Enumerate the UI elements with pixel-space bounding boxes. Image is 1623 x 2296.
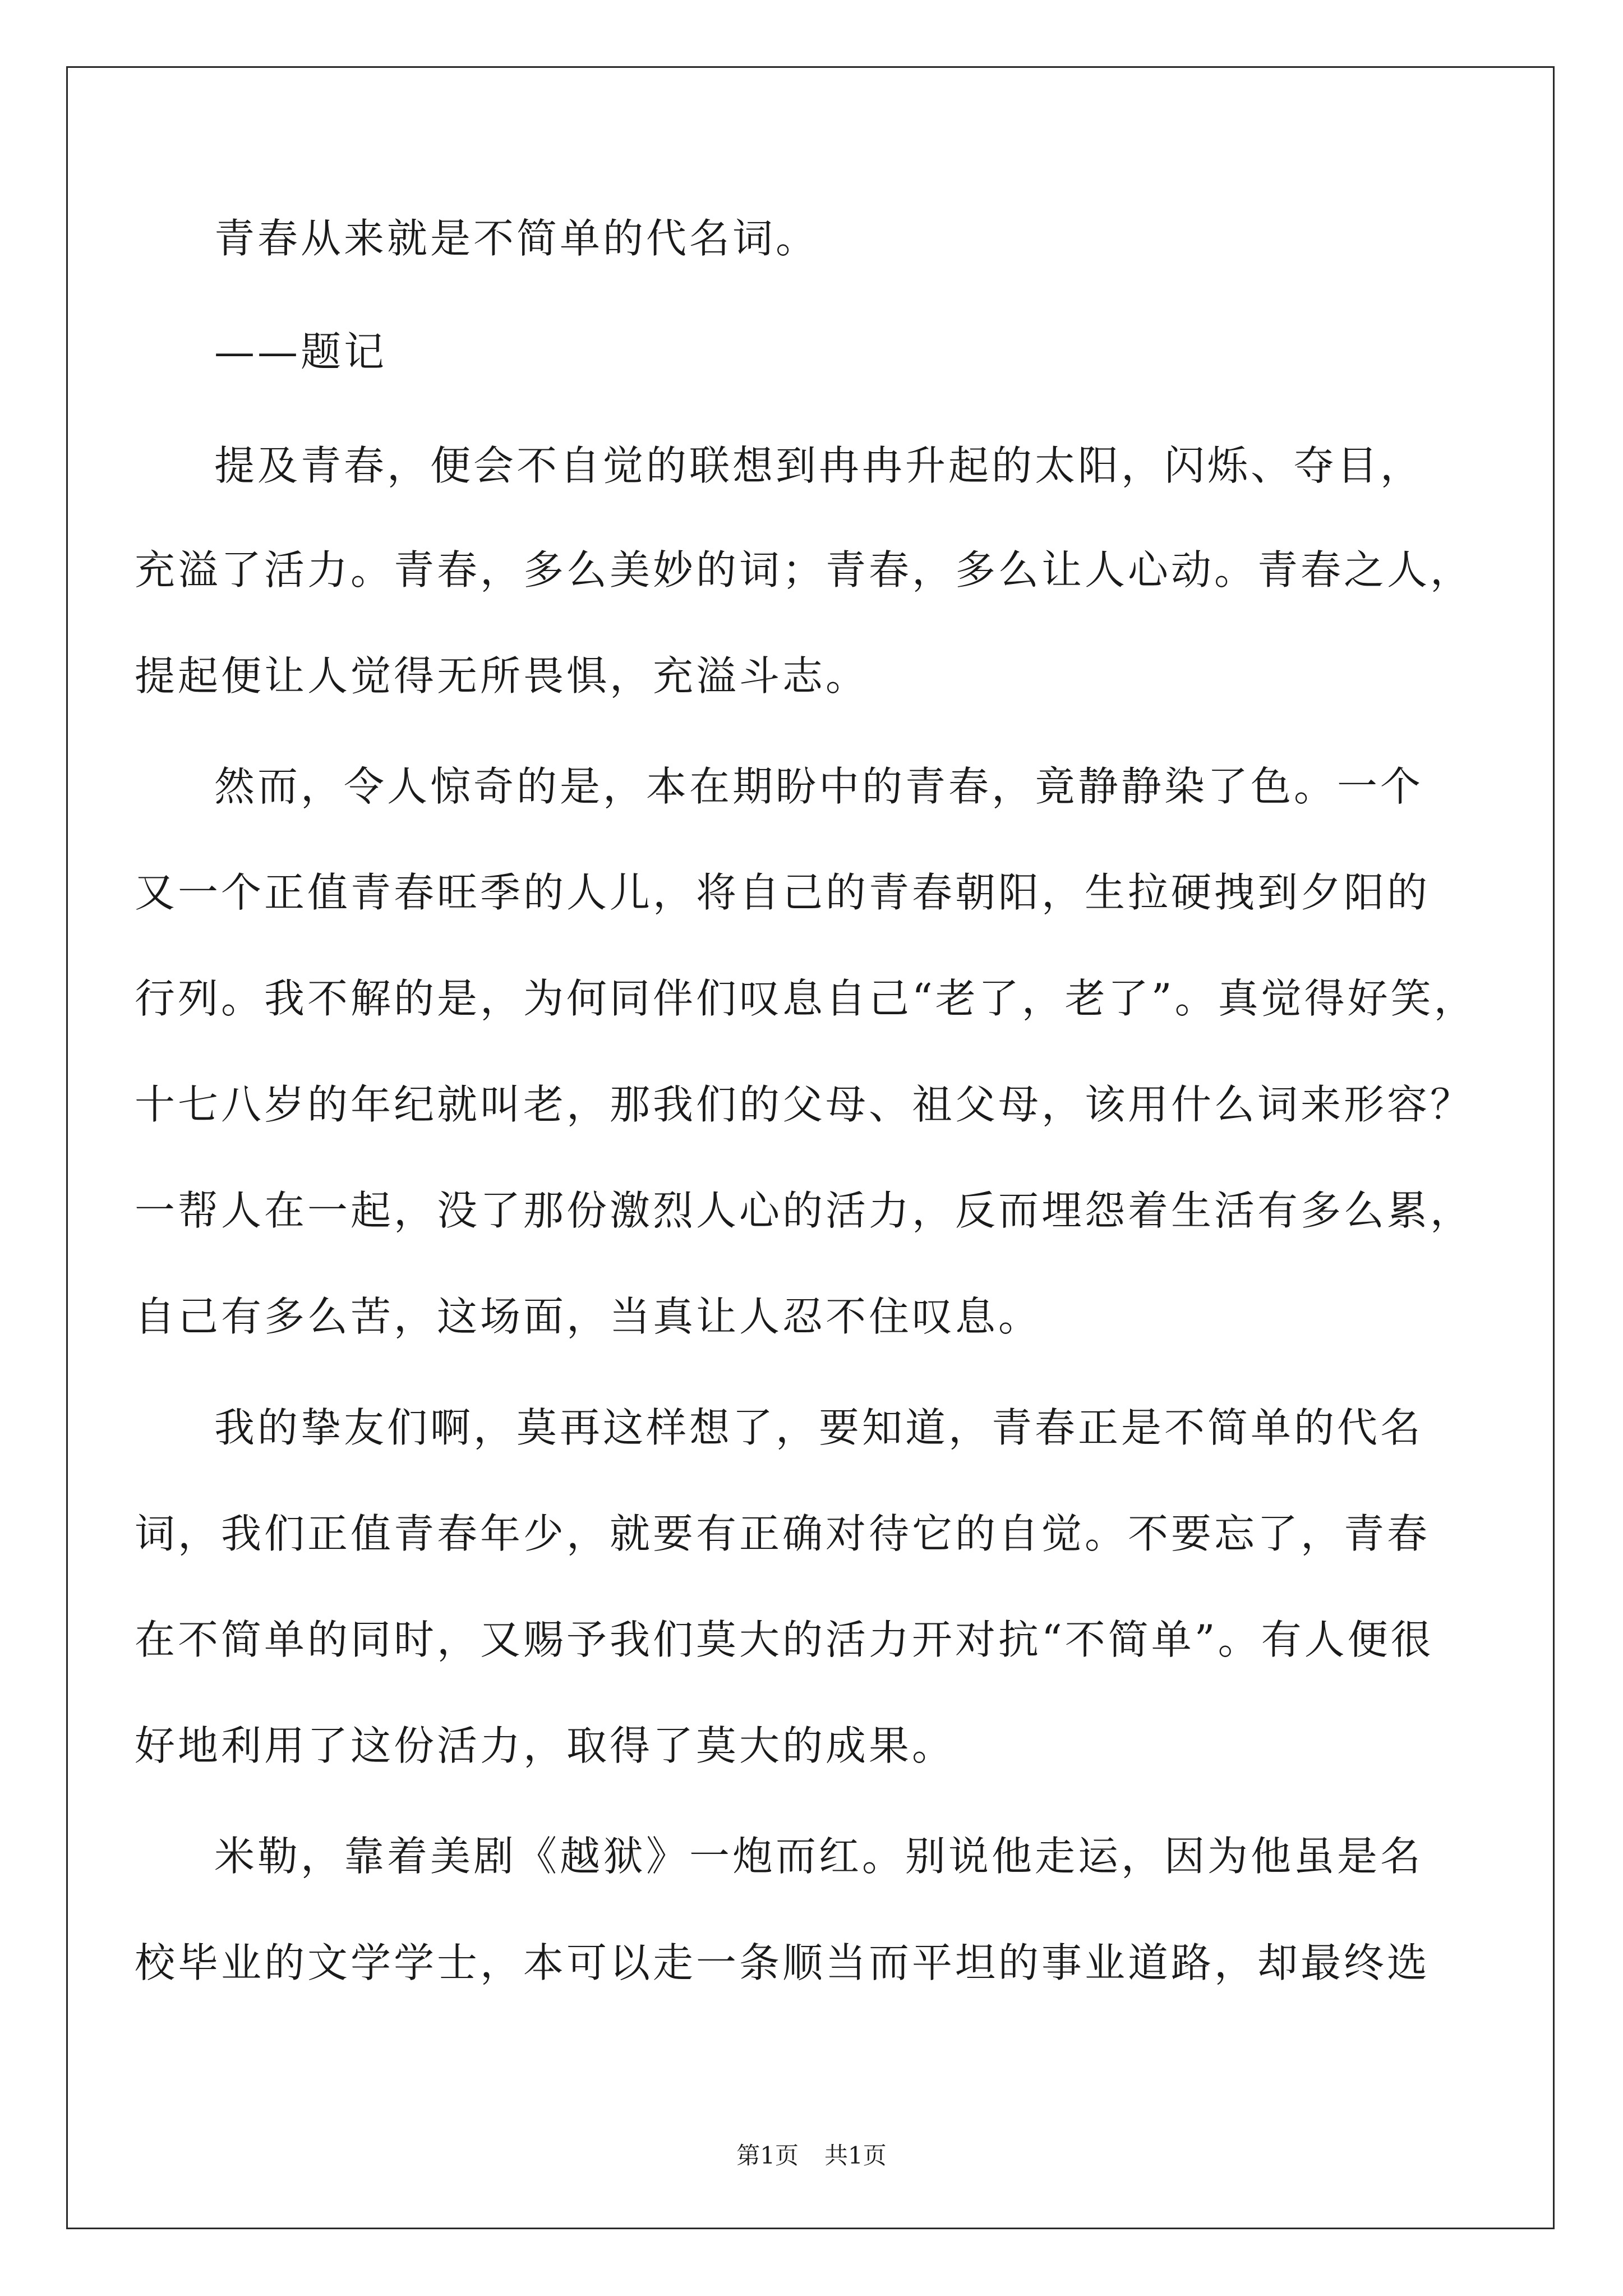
text-line-2: ——题记 bbox=[214, 328, 388, 375]
text-line-12: 我的挚友们啊，莫再这样想了，要知道，青春正是不简单的代名 bbox=[214, 1404, 1424, 1451]
text-line-1: 青春从来就是不简单的代名词。 bbox=[214, 215, 819, 262]
page-footer bbox=[0, 2142, 1623, 2170]
text-line-10: 一帮人在一起，没了那份激烈人心的活力，反而埋怨着生活有多么累， bbox=[135, 1187, 1474, 1234]
text-line-8: 行列。我不解的是，为何同伴们叹息自己“老了，老了”。真觉得好笑， bbox=[135, 975, 1477, 1022]
text-line-5: 提起便让人觉得无所畏惧，充溢斗志。 bbox=[135, 652, 869, 700]
text-line-15: 好地利用了这份活力，取得了莫大的成果。 bbox=[135, 1722, 956, 1769]
page-number-current: 第1页 bbox=[736, 2142, 799, 2169]
text-line-9: 十七八岁的年纪就叫老，那我们的父母、祖父母，该用什么词来形容？ bbox=[135, 1081, 1474, 1128]
text-line-6: 然而，令人惊奇的是，本在期盼中的青春，竟静静染了色。一个 bbox=[214, 763, 1424, 810]
text-line-11: 自己有多么苦，这场面，当真让人忍不住叹息。 bbox=[135, 1293, 1042, 1340]
text-line-14: 在不简单的同时，又赐予我们莫大的活力开对抗“不简单”。有人便很 bbox=[135, 1616, 1434, 1663]
text-line-7: 又一个正值青春旺季的人儿，将自己的青春朝阳，生拉硬拽到夕阳的 bbox=[135, 869, 1431, 916]
text-line-16: 米勒，靠着美剧《越狱》一炮而红。别说他走运，因为他虽是名 bbox=[214, 1833, 1424, 1880]
text-line-13: 词，我们正值青春年少，就要有正确对待它的自觉。不要忘了，青春 bbox=[135, 1510, 1431, 1557]
page-number-total: 共1页 bbox=[824, 2142, 887, 2169]
text-line-17: 校毕业的文学学士，本可以走一条顺当而平坦的事业道路，却最终选 bbox=[135, 1939, 1431, 1986]
text-line-4: 充溢了活力。青春，多么美妙的词；青春，多么让人心动。青春之人， bbox=[135, 546, 1474, 593]
text-line-3: 提及青春，便会不自觉的联想到冉冉升起的太阳，闪烁、夺目， bbox=[214, 442, 1424, 489]
page-border bbox=[66, 66, 1555, 2229]
